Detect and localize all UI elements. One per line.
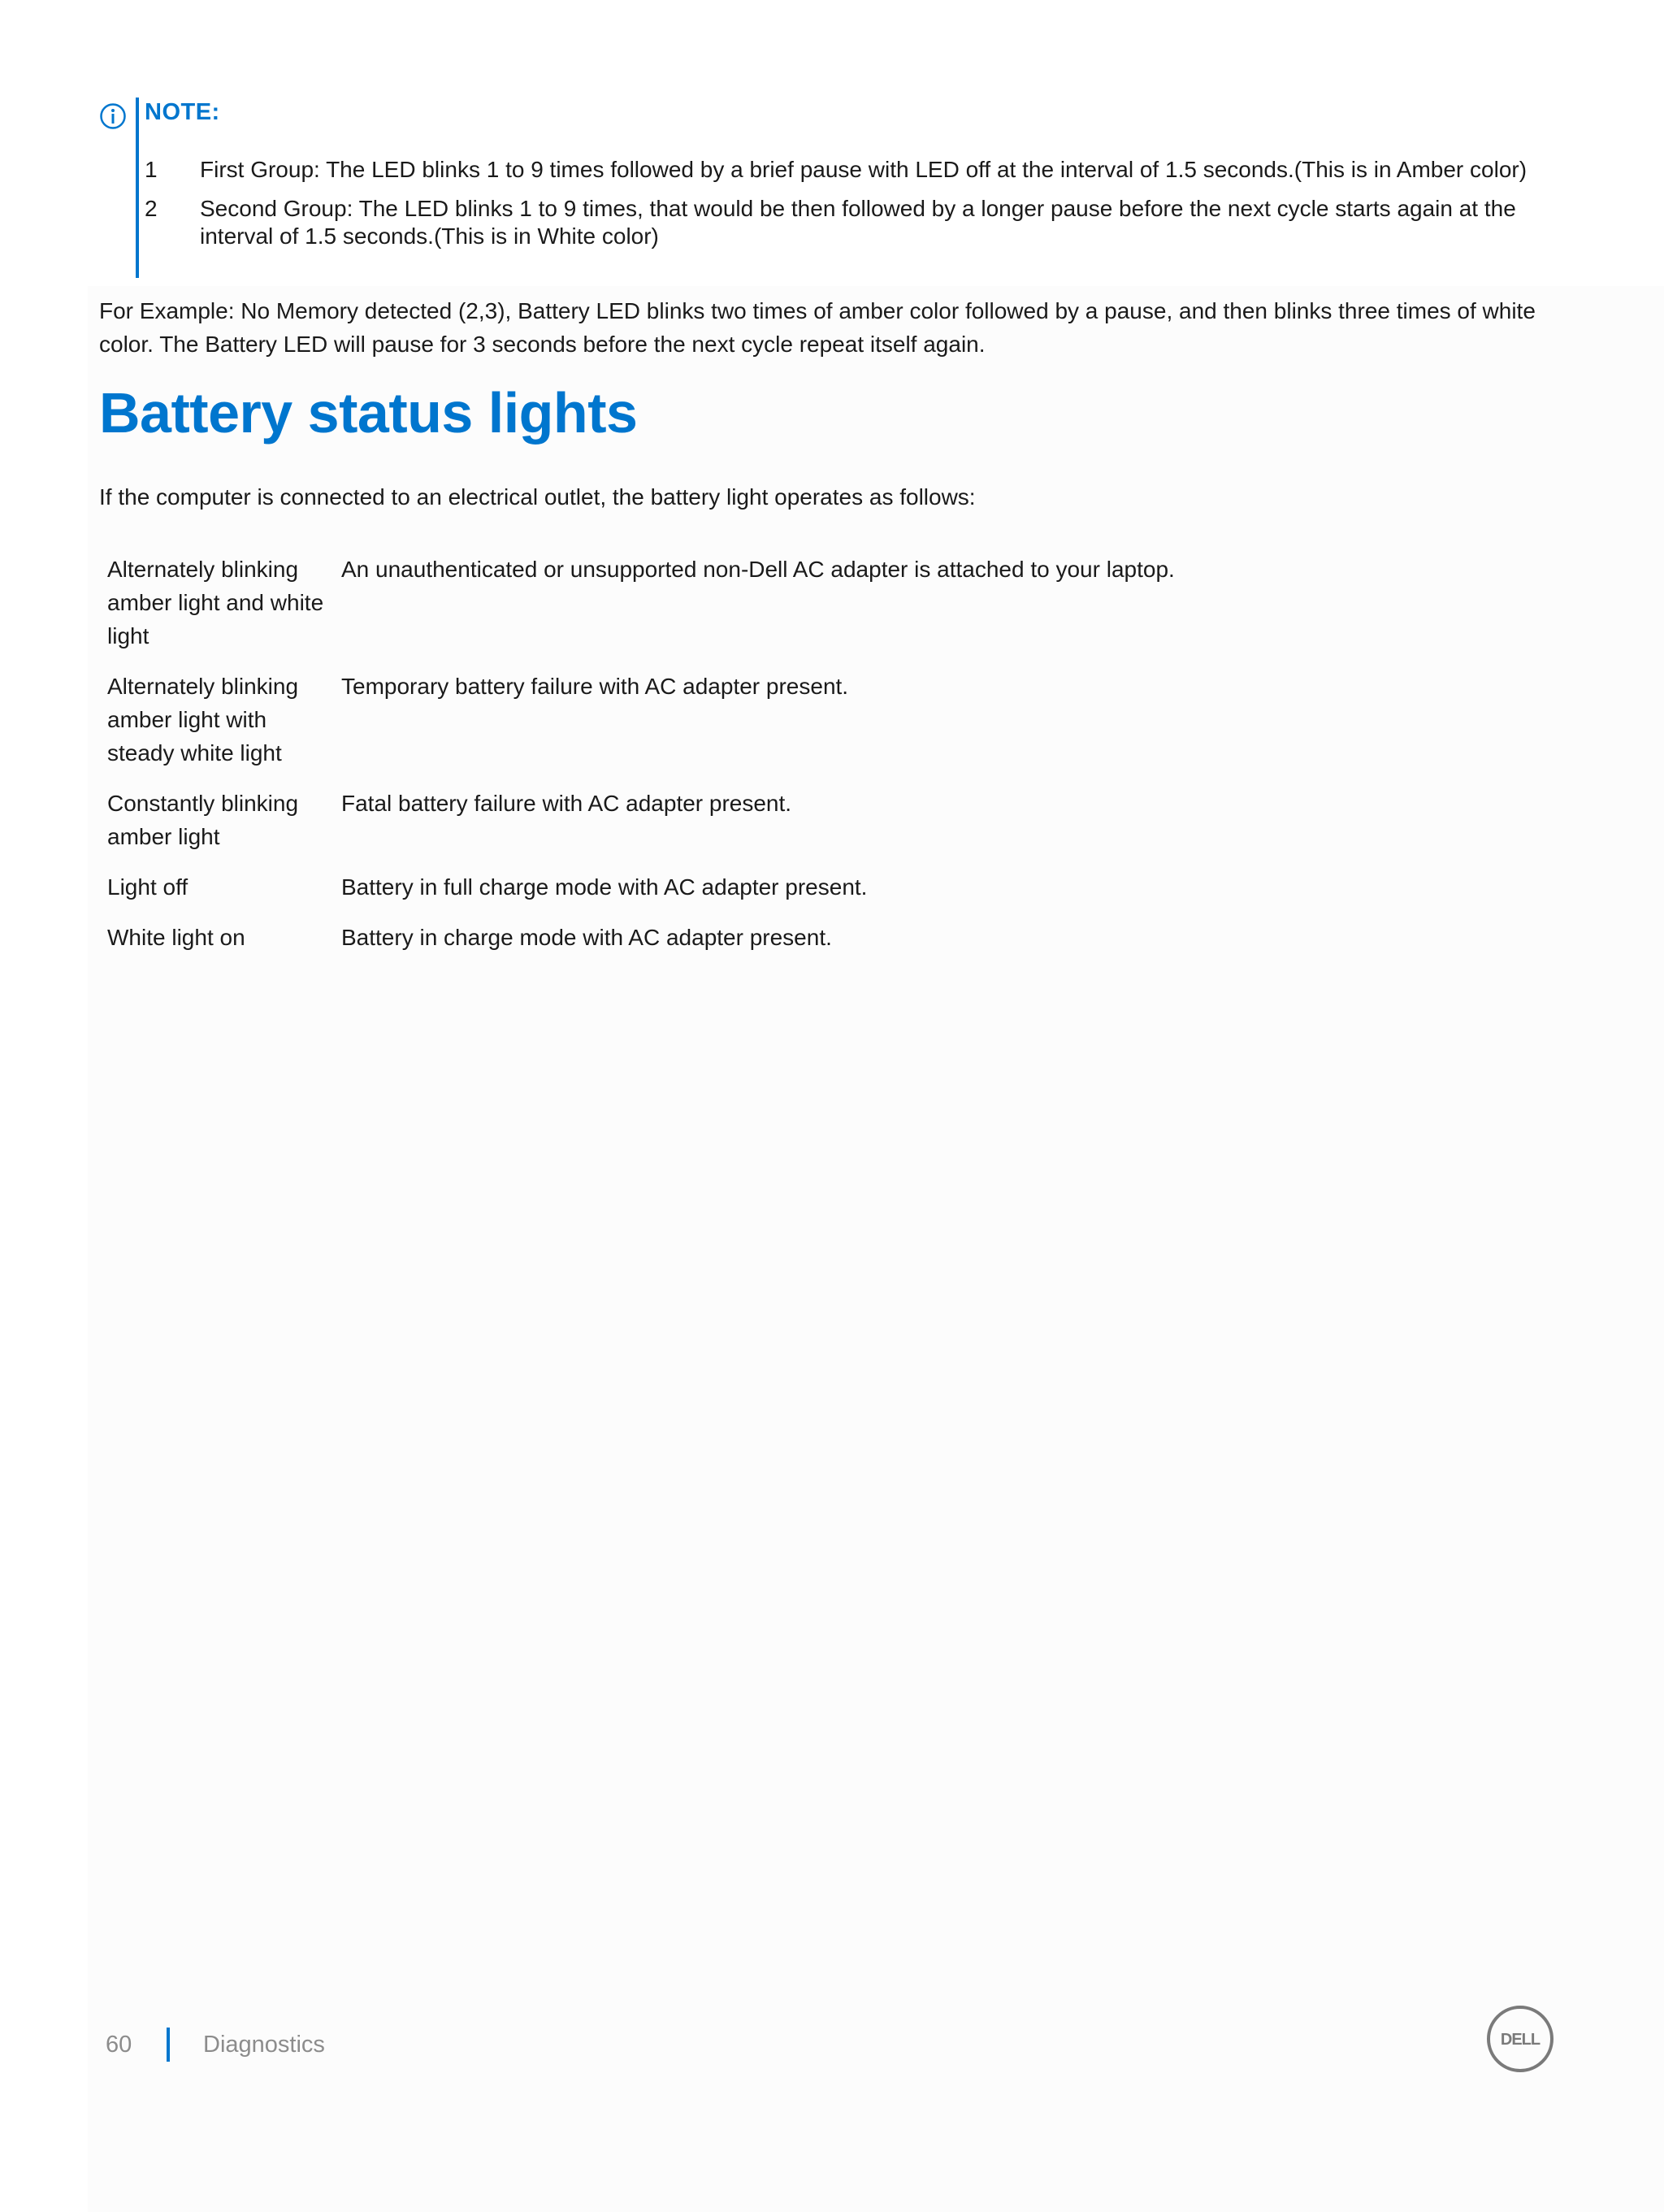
dell-logo: [1485, 2004, 1555, 2074]
list-item: [145, 195, 1583, 250]
page-number: 60: [106, 2032, 132, 2058]
list-item-number: 1: [145, 157, 158, 182]
light-state-cell: Light off: [107, 874, 188, 900]
note-divider: [136, 98, 139, 278]
meaning-cell: Temporary battery failure with AC adapter present.: [341, 674, 849, 699]
footer-divider: [167, 2028, 170, 2062]
list-item-text: First Group: The LED blinks 1 to 9 times followed by a brief pause with LED off at the interval of 1.5 seconds.(This is in Amber color): [200, 157, 1528, 182]
table-row: [99, 553, 1562, 670]
light-state-cell: Alternately blinking amber light and white light: [107, 557, 324, 648]
note-list: [145, 156, 1583, 262]
list-item-text: Second Group: The LED blinks 1 to 9 times, that would be then followed by a longer pause before the next cycle starts again at the interval of 1.5 seconds.(This is in White color): [200, 196, 1516, 249]
table-row: [99, 921, 1562, 971]
meaning-cell: Fatal battery failure with AC adapter present.: [341, 791, 792, 816]
intro-paragraph: If the computer is connected to an electrical outlet, the battery light operates as follows:: [99, 484, 976, 510]
meaning-cell: An unauthenticated or unsupported non-Dell AC adapter is attached to your laptop.: [341, 557, 1175, 582]
table-row: [99, 670, 1562, 787]
table-row: [99, 787, 1562, 870]
light-state-cell: White light on: [107, 925, 245, 950]
logo-text: DELL: [1500, 2031, 1540, 2049]
light-state-cell: Alternately blinking amber light with steady white light: [107, 674, 299, 766]
meaning-cell: Battery in charge mode with AC adapter present.: [341, 925, 832, 950]
list-item: [145, 156, 1583, 184]
footer-section-title: Diagnostics: [203, 2032, 325, 2058]
note-title: NOTE:: [145, 99, 220, 125]
meaning-cell: Battery in full charge mode with AC adapter present.: [341, 874, 868, 900]
section-heading: Battery status lights: [99, 381, 638, 445]
battery-status-table: [99, 553, 1562, 971]
example-paragraph: For Example: No Memory detected (2,3), Battery LED blinks two times of amber color followed by a pause, and then blinks three times of white color. The Battery LED will pause for 3 seconds before the next cycle repeat itself again.: [99, 298, 1536, 357]
list-item-number: 2: [145, 196, 158, 221]
light-state-cell: Constantly blinking amber light: [107, 791, 299, 849]
info-icon: [99, 102, 127, 130]
table-row: [99, 870, 1562, 921]
